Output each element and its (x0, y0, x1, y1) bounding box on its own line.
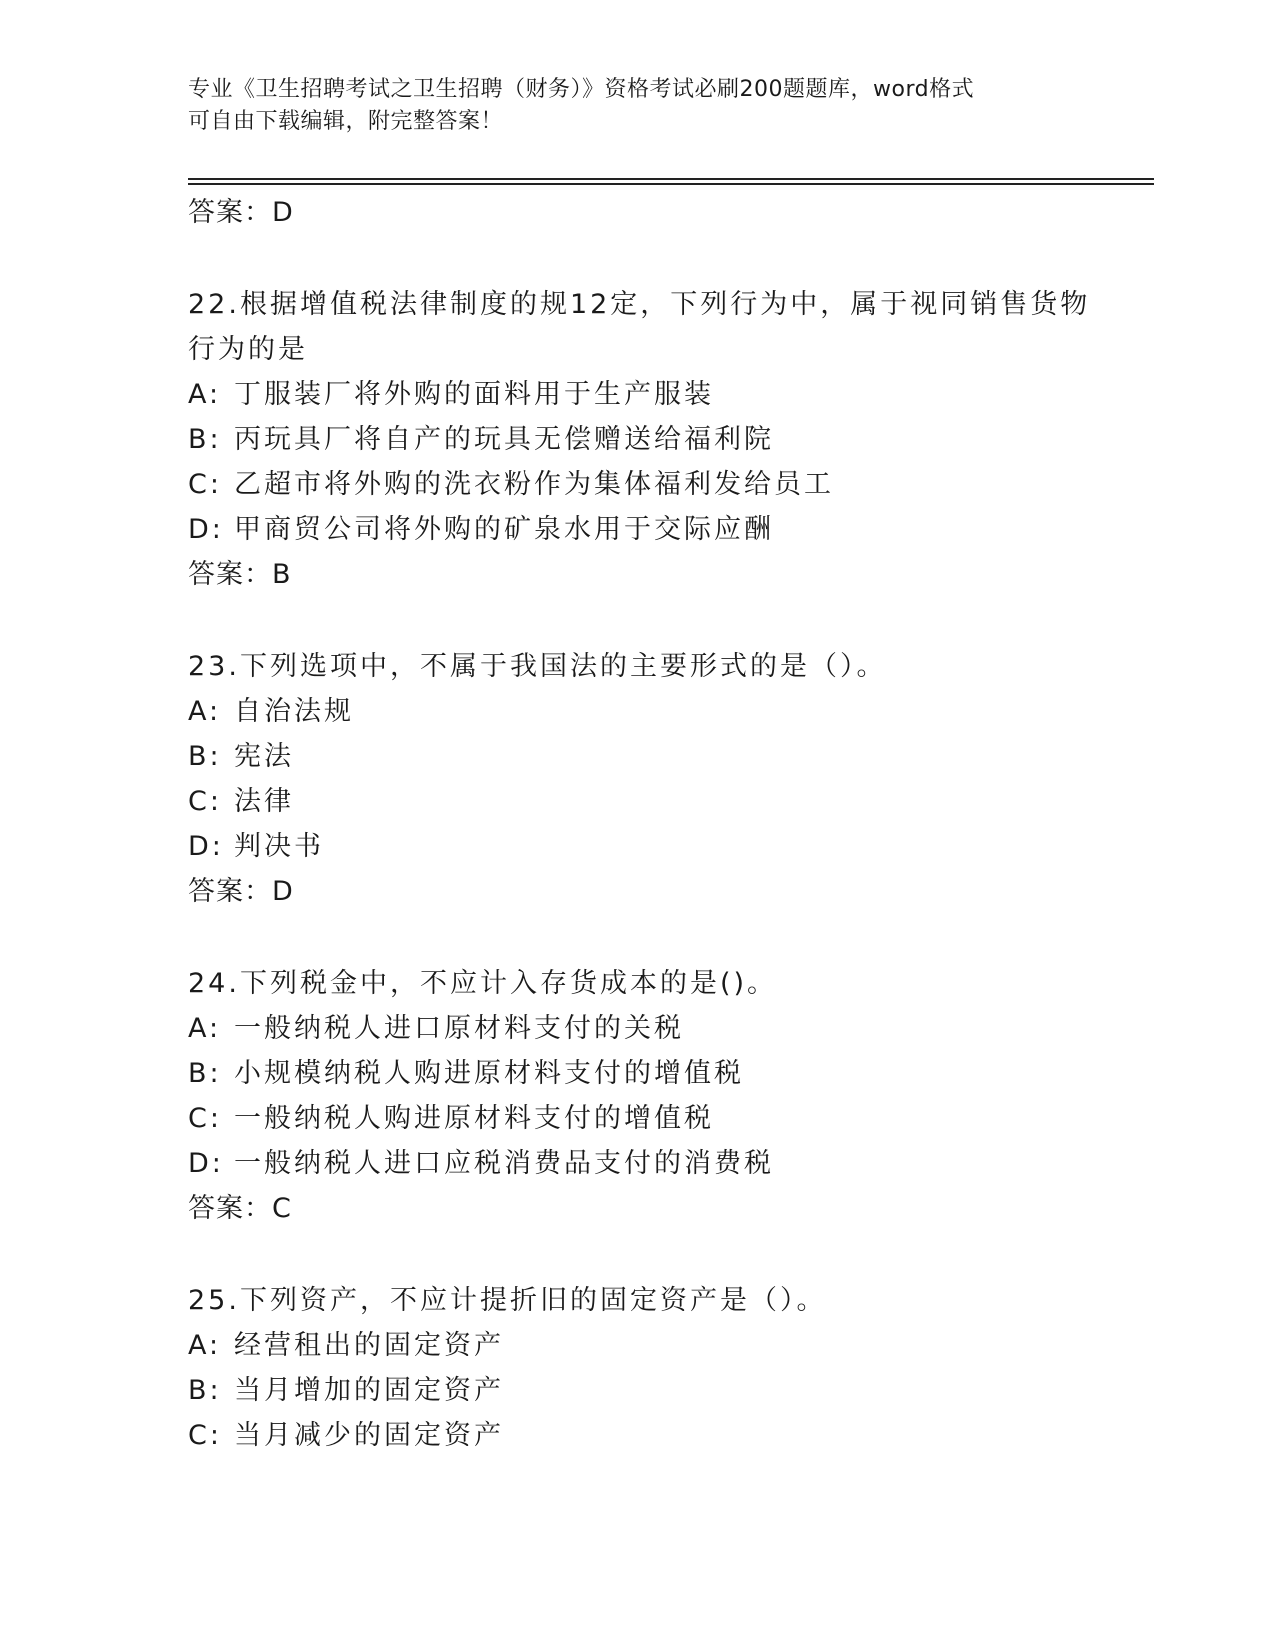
option-text: 宪法 (234, 741, 294, 772)
option-key: A: (188, 1330, 222, 1361)
question-23 (188, 644, 1088, 914)
option-key: D: (188, 1148, 224, 1179)
stem-line: 行为的是 (188, 334, 308, 365)
option-text: 判决书 (234, 831, 324, 862)
header-divider-bottom (188, 183, 1154, 185)
question-stem (188, 961, 1088, 1006)
previous-answer: 答案：D (188, 197, 294, 228)
option-d (188, 507, 1088, 552)
option-text: 一般纳税人购进原材料支付的增值税 (234, 1103, 714, 1134)
option-key: B: (188, 1058, 222, 1089)
option-a (188, 1323, 1088, 1368)
option-text: 丙玩具厂将自产的玩具无偿赠送给福利院 (234, 424, 774, 455)
option-c (188, 779, 1088, 824)
option-text: 甲商贸公司将外购的矿泉水用于交际应酬 (234, 514, 774, 545)
option-text: 一般纳税人进口原材料支付的关税 (234, 1013, 684, 1044)
question-list (188, 190, 1091, 1458)
option-text: 一般纳税人进口应税消费品支付的消费税 (234, 1148, 774, 1179)
option-key: A: (188, 379, 222, 410)
option-key: B: (188, 741, 222, 772)
option-a (188, 689, 1088, 734)
option-text: 经营租出的固定资产 (234, 1330, 504, 1361)
option-key: D: (188, 831, 224, 862)
option-b (188, 1368, 1088, 1413)
header-line-2: 可自由下载编辑，附完整答案！ (188, 109, 504, 134)
option-d (188, 824, 1088, 869)
stem-line: 24.下列税金中，不应计入存货成本的是()。 (188, 968, 778, 999)
option-text: 自治法规 (234, 696, 354, 727)
option-text: 当月减少的固定资产 (234, 1420, 504, 1451)
option-key: C: (188, 786, 222, 817)
option-d (188, 1141, 1088, 1186)
option-a (188, 372, 1088, 417)
stem-line: 25.下列资产，不应计提折旧的固定资产是（）。 (188, 1285, 827, 1316)
option-text: 小规模纳税人购进原材料支付的增值税 (234, 1058, 744, 1089)
option-b (188, 417, 1088, 462)
document-header (188, 74, 1088, 138)
option-text: 乙超市将外购的洗衣粉作为集体福利发给员工 (234, 469, 834, 500)
option-key: A: (188, 1013, 222, 1044)
option-text: 法律 (234, 786, 294, 817)
question-25 (188, 1278, 1088, 1458)
stem-line: 22.根据增值税法律制度的规12定，下列行为中，属于视同销售货物 (188, 289, 1091, 320)
option-c (188, 1413, 1088, 1458)
question-24 (188, 961, 1088, 1231)
option-key: C: (188, 1103, 222, 1134)
option-text: 当月增加的固定资产 (234, 1375, 504, 1406)
option-key: B: (188, 1375, 222, 1406)
header-divider-top (188, 178, 1154, 180)
option-a (188, 1006, 1088, 1051)
option-key: C: (188, 469, 222, 500)
stem-line: 23.下列选项中，不属于我国法的主要形式的是（）。 (188, 651, 887, 682)
question-stem (188, 644, 1088, 689)
question-stem (188, 282, 1091, 372)
option-text: 丁服装厂将外购的面料用于生产服装 (234, 379, 714, 410)
answer: 答案：D (188, 876, 294, 907)
question-22 (188, 282, 1091, 597)
option-key: B: (188, 424, 222, 455)
answer: 答案：C (188, 1193, 292, 1224)
option-b (188, 1051, 1088, 1096)
option-key: A: (188, 696, 222, 727)
question-stem (188, 1278, 1088, 1323)
option-b (188, 734, 1088, 779)
header-line-1: 专业《卫生招聘考试之卫生招聘（财务）》资格考试必刷200题题库，word格式 (188, 77, 975, 102)
option-key: C: (188, 1420, 222, 1451)
option-c (188, 462, 1088, 507)
option-key: D: (188, 514, 224, 545)
answer: 答案：B (188, 559, 292, 590)
option-c (188, 1096, 1088, 1141)
